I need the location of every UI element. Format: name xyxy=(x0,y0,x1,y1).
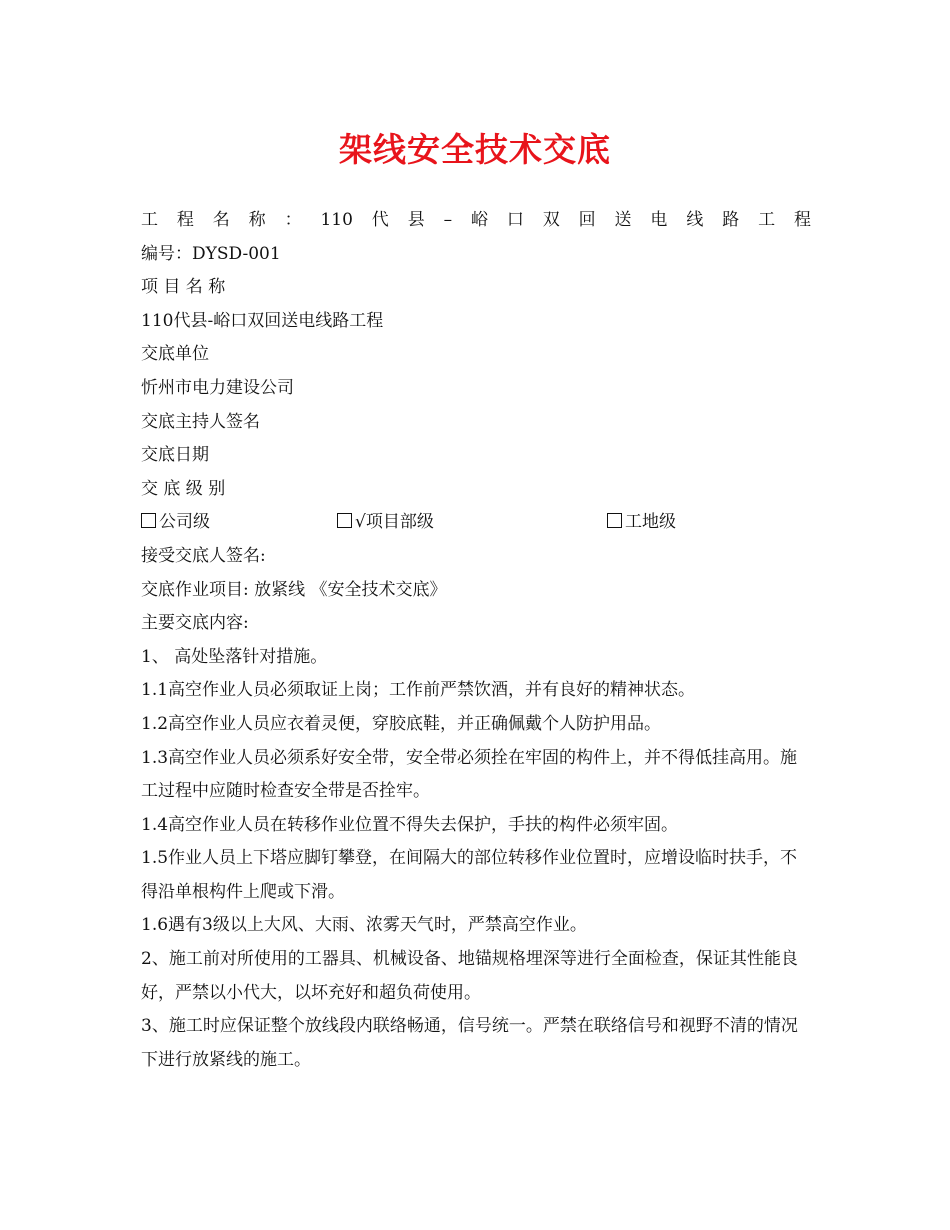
receiver-sign-label: 接受交底人签名: xyxy=(141,545,266,566)
content-item: 1.5作业人员上下塔应脚钉攀登，在间隔大的部位转移作业位置时，应增设临时扶手，不得沿单根构件上爬或下滑。 xyxy=(141,848,798,902)
checkbox-icon[interactable] xyxy=(141,513,156,528)
content-item: 1.6遇有3级以上大风、大雨、浓雾天气时，严禁高空作业。 xyxy=(141,915,587,936)
content-item: 1、 高处坠落针对措施。 xyxy=(141,646,328,667)
project-name-char: 110 xyxy=(320,210,353,230)
host-sign-label: 交底主持人签名 xyxy=(141,411,260,432)
content-item: 2、施工前对所使用的工器具、机械设备、地锚规格埋深等进行全面检查，保证其性能良好，严禁以小代大，以坏充好和超负荷使用。 xyxy=(141,949,798,1003)
project-name-char: 电 xyxy=(650,210,668,230)
project-name-char: 名 xyxy=(212,210,230,230)
project-name-char: 口 xyxy=(506,210,524,230)
project-name-char: 双 xyxy=(542,210,560,230)
project-name-char: 称 xyxy=(248,210,266,230)
project-name-char: 工 xyxy=(758,210,776,230)
level-site-option[interactable] xyxy=(607,506,676,540)
unit-value: 忻州市电力建设公司 xyxy=(141,377,294,398)
checkbox-icon[interactable] xyxy=(337,513,352,528)
content-item: 1.2高空作业人员应衣着灵便，穿胶底鞋，并正确佩戴个人防护用品。 xyxy=(141,713,662,734)
project-name-line xyxy=(141,204,811,238)
level-project-label: 项目部级 xyxy=(365,512,434,533)
content-label: 主要交底内容: xyxy=(141,613,249,634)
project-name-char: – xyxy=(443,210,453,230)
document-title: 架线安全技术交底 xyxy=(339,130,611,169)
project-name-char: ： xyxy=(284,210,302,230)
checkbox-icon[interactable] xyxy=(607,513,622,528)
level-company-option[interactable] xyxy=(141,506,210,540)
check-mark: √ xyxy=(355,512,366,533)
project-name-char: 程 xyxy=(793,210,811,230)
unit-label: 交底单位 xyxy=(141,344,209,365)
project-name-char: 程 xyxy=(176,210,194,230)
work-item: 交底作业项目: 放紧线 《安全技术交底》 xyxy=(141,579,447,600)
document-body xyxy=(141,204,811,1077)
project-name-char: 工 xyxy=(141,210,158,230)
project-name-char: 县 xyxy=(407,210,425,230)
project-name-char: 送 xyxy=(614,210,632,230)
item-name-value: 110代县-峪口双回送电线路工程 xyxy=(141,310,384,331)
content-item: 1.4高空作业人员在转移作业位置不得失去保护，手扶的构件必须牢固。 xyxy=(141,814,679,835)
level-project-option[interactable] xyxy=(337,506,434,540)
level-site-label: 工地级 xyxy=(625,512,676,533)
level-company-label: 公司级 xyxy=(159,512,210,533)
project-name-char: 代 xyxy=(371,210,389,230)
item-name-label: 项 目 名 称 xyxy=(141,277,226,298)
content-item: 1.3高空作业人员必须系好安全带，安全带必须拴在牢固的构件上，并不得低挂高用。施工过程中应随时检查安全带是否拴牢。 xyxy=(141,747,798,802)
content-item: 3、施工时应保证整个放线段内联络畅通，信号统一。严禁在联络信号和视野不清的情况下进行放紧线的施工。 xyxy=(141,1016,798,1070)
level-options xyxy=(141,506,811,540)
date-label: 交底日期 xyxy=(141,445,209,466)
project-name-char: 峪 xyxy=(470,210,488,230)
content-item: 1.1高空作业人员必须取证上岗；工作前严禁饮酒，并有良好的精神状态。 xyxy=(141,680,696,701)
document-code: 编号：DYSD-001 xyxy=(141,243,281,264)
project-name-char: 路 xyxy=(722,210,740,230)
level-label: 交 底 级 别 xyxy=(141,478,226,499)
project-name-char: 回 xyxy=(578,210,596,230)
project-name-char: 线 xyxy=(686,210,704,230)
